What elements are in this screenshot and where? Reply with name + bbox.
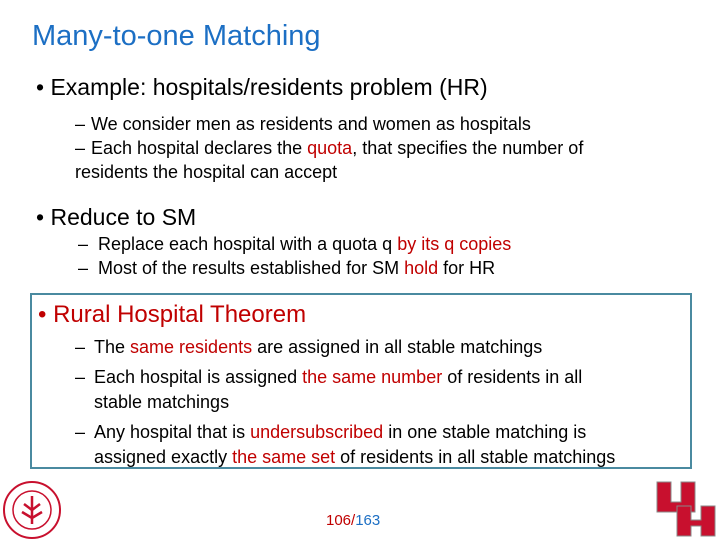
text-segment: in one stable matching is (383, 422, 587, 442)
sub-bullet-cont (94, 447, 615, 468)
sub-bullet: – Any hospital that is undersubscribed in one stable matching is (75, 422, 587, 442)
sub-bullet: – We consider men as residents and women as hospitals (75, 114, 531, 134)
peking-university-logo (2, 480, 62, 540)
text-segment: We consider men as residents and women as hospitals (91, 114, 531, 134)
text-segment: of residents in all stable matchings (335, 447, 616, 467)
text-segment: of residents in all (442, 367, 583, 387)
sub-bullet-cont (94, 392, 229, 413)
text-segment: assigned exactly (94, 447, 233, 467)
text-segment: , that specifies the number of (352, 138, 584, 158)
text-segment: 106 (326, 512, 352, 529)
text-segment: for HR (438, 258, 496, 278)
text-segment: / (351, 512, 356, 529)
bullet-3: • Rural Hospital Theorem (38, 301, 307, 328)
bullet-1: • Example: hospitals/residents problem (HR) (36, 74, 488, 100)
sub-bullet-cont (75, 162, 337, 183)
sub-bullet: – Most of the results established for SM hold for HR (78, 258, 496, 278)
text-segment: same residents (130, 337, 253, 357)
sub-bullet: – Each hospital is assigned the same number of residents in all (75, 367, 583, 387)
uh-logo (655, 480, 717, 538)
page-number (326, 512, 380, 529)
text-segment: Any hospital that is (94, 422, 251, 442)
text-segment: residents the hospital can accept (75, 162, 338, 182)
text-segment: Reduce to SM (50, 204, 197, 230)
sub-bullet: – Each hospital declares the quota, that specifies the number of (75, 138, 584, 158)
slide-title: Many-to-one Matching (32, 20, 321, 52)
text-segment: 163 (355, 512, 381, 529)
text-segment: Most of the results established for SM (98, 258, 405, 278)
text-segment: are assigned in all stable matchings (252, 337, 543, 357)
text-segment: Replace each hospital with a quota q (98, 234, 398, 254)
bullet-2: • Reduce to SM (36, 204, 197, 230)
sub-bullet: – The same residents are assigned in all stable matchings (75, 337, 543, 357)
text-segment: Each hospital is assigned (94, 367, 303, 387)
text-segment: quota (307, 138, 353, 158)
text-segment: the same number (302, 367, 443, 387)
text-segment: by its q copies (397, 234, 512, 254)
text-segment: Each hospital declares the (91, 138, 308, 158)
text-segment: stable matchings (94, 392, 230, 412)
text-segment: hold (404, 258, 439, 278)
text-segment: undersubscribed (250, 422, 384, 442)
sub-bullet: – Replace each hospital with a quota q by its q copies (78, 234, 512, 254)
text-segment: Rural Hospital Theorem (53, 301, 307, 328)
bullet-text: Example: hospitals/residents problem (HR) (50, 74, 488, 100)
text-segment: the same set (232, 447, 336, 467)
text-segment: The (94, 337, 131, 357)
